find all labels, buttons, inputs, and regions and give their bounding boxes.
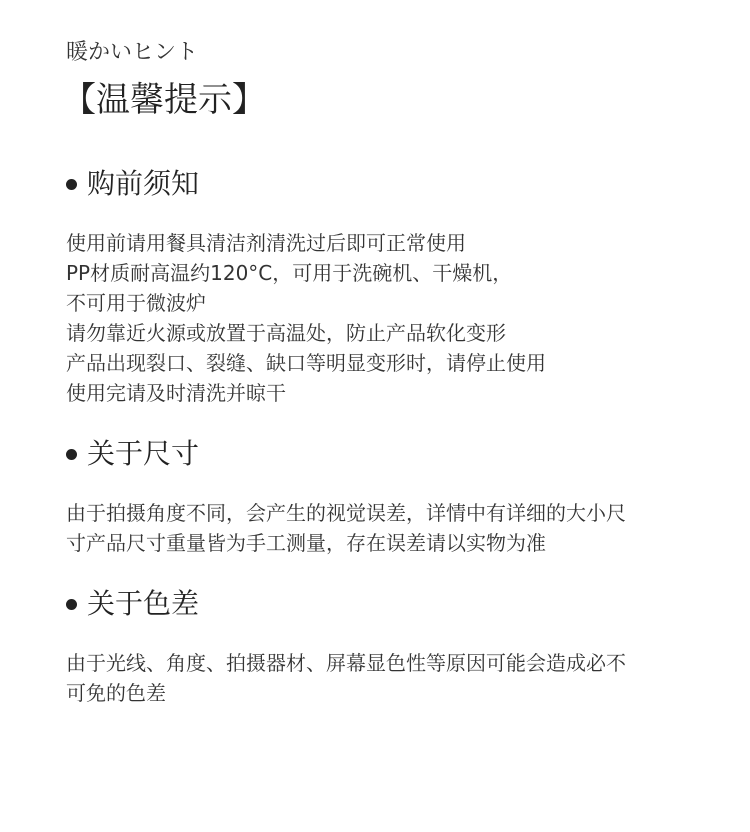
section-heading-text: 关于尺寸 [87, 437, 200, 470]
body-line: 请勿靠近火源或放置于高温处，防止产品软化变形 [66, 321, 506, 345]
section-heading-text: 购前须知 [87, 167, 200, 200]
body-line: 使用完请及时清洗并晾干 [66, 381, 286, 405]
section-color-difference [66, 584, 696, 708]
section-body [66, 648, 696, 708]
bullet-icon [66, 179, 77, 190]
body-line: PP材质耐高温约120°C，可用于洗碗机、干燥机， [66, 261, 513, 285]
section-before-purchase [66, 164, 696, 408]
bullet-icon [66, 449, 77, 460]
body-line: 由于光线、角度、拍摄器材、屏幕显色性等原因可能会造成必不 [66, 651, 626, 675]
bullet-icon [66, 599, 77, 610]
section-heading-text: 关于色差 [87, 587, 200, 620]
page-subtitle: 暖かいヒント [66, 40, 199, 65]
section-body [66, 228, 696, 408]
section-heading [66, 584, 696, 624]
section-body [66, 498, 696, 558]
section-heading [66, 434, 696, 474]
section-heading [66, 164, 696, 204]
page-title: 【温馨提示】 [62, 80, 266, 120]
body-line: 由于拍摄角度不同，会产生的视觉误差，详情中有详细的大小尺 [66, 501, 626, 525]
body-line: 使用前请用餐具清洁剂清洗过后即可正常使用 [66, 231, 466, 255]
body-line: 寸产品尺寸重量皆为手工测量，存在误差请以实物为准 [66, 531, 546, 555]
body-line: 不可用于微波炉 [66, 291, 206, 315]
section-size [66, 434, 696, 558]
body-line: 可免的色差 [66, 681, 166, 705]
body-line: 产品出现裂口、裂缝、缺口等明显变形时，请停止使用 [66, 351, 546, 375]
